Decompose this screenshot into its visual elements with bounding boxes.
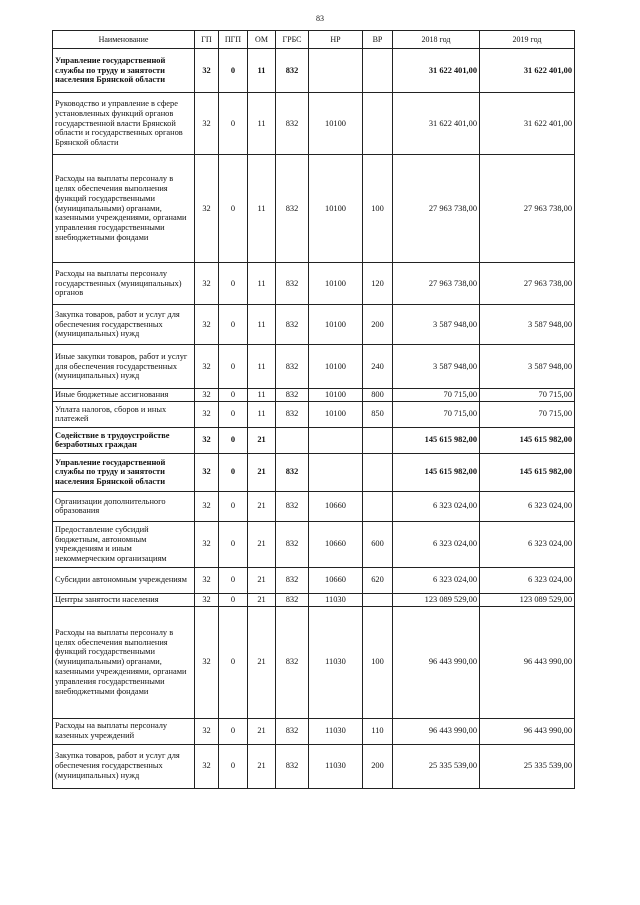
row-nr: 11030 — [309, 744, 363, 788]
row-pgp: 0 — [219, 93, 248, 155]
row-om: 21 — [248, 521, 276, 567]
row-gp: 32 — [195, 401, 219, 427]
row-pgp: 0 — [219, 305, 248, 345]
row-pgp: 0 — [219, 567, 248, 593]
row-vr — [363, 49, 393, 93]
row-gp: 32 — [195, 491, 219, 521]
row-nr — [309, 427, 363, 453]
row-om: 11 — [248, 401, 276, 427]
row-om: 21 — [248, 744, 276, 788]
row-2018: 6 323 024,00 — [393, 491, 480, 521]
row-om: 11 — [248, 345, 276, 389]
row-grbs: 832 — [276, 263, 309, 305]
row-gp: 32 — [195, 427, 219, 453]
row-om: 21 — [248, 567, 276, 593]
row-gp: 32 — [195, 345, 219, 389]
row-nr: 10660 — [309, 521, 363, 567]
row-vr: 100 — [363, 155, 393, 263]
row-pgp: 0 — [219, 427, 248, 453]
row-vr — [363, 453, 393, 491]
table-row — [53, 427, 575, 453]
row-vr: 620 — [363, 567, 393, 593]
row-gp: 32 — [195, 389, 219, 402]
header-om: ОМ — [248, 31, 276, 49]
row-nr: 10100 — [309, 93, 363, 155]
row-name: Организации дополнительного образования — [53, 491, 195, 521]
table-row — [53, 263, 575, 305]
row-name: Предоставление субсидий бюджетным, автономным учреждениям и иным некоммерческим организациям — [53, 521, 195, 567]
header-name: Наименование — [53, 31, 195, 49]
table-row — [53, 401, 575, 427]
row-2019: 6 323 024,00 — [480, 521, 575, 567]
row-om: 21 — [248, 427, 276, 453]
row-name: Содействие в трудоустройстве безработных граждан — [53, 427, 195, 453]
row-vr: 100 — [363, 606, 393, 718]
row-grbs: 832 — [276, 401, 309, 427]
row-2019: 145 615 982,00 — [480, 453, 575, 491]
header-2019: 2019 год — [480, 31, 575, 49]
row-pgp: 0 — [219, 401, 248, 427]
table-row — [53, 567, 575, 593]
row-2018: 145 615 982,00 — [393, 453, 480, 491]
row-name: Руководство и управление в сфере установленных функций органов государственной власти Брянской области и государственных органов Брянской области — [53, 93, 195, 155]
row-name: Расходы на выплаты персоналу казенных учреждений — [53, 718, 195, 744]
row-om: 11 — [248, 305, 276, 345]
row-2018: 31 622 401,00 — [393, 49, 480, 93]
table-row — [53, 593, 575, 606]
row-name: Управление государственной службы по труду и занятости населения Брянской области — [53, 49, 195, 93]
row-om: 11 — [248, 263, 276, 305]
row-om: 21 — [248, 606, 276, 718]
row-nr: 10100 — [309, 401, 363, 427]
row-grbs: 832 — [276, 593, 309, 606]
row-nr: 10100 — [309, 345, 363, 389]
table-row — [53, 453, 575, 491]
row-2019: 70 715,00 — [480, 389, 575, 402]
row-vr — [363, 427, 393, 453]
row-nr: 11030 — [309, 606, 363, 718]
row-2018: 96 443 990,00 — [393, 606, 480, 718]
row-grbs: 832 — [276, 453, 309, 491]
row-grbs: 832 — [276, 567, 309, 593]
row-grbs: 832 — [276, 744, 309, 788]
row-2018: 70 715,00 — [393, 389, 480, 402]
row-nr: 10100 — [309, 305, 363, 345]
row-nr: 10100 — [309, 155, 363, 263]
row-gp: 32 — [195, 593, 219, 606]
row-name: Иные закупки товаров, работ и услуг для обеспечения государственных (муниципальных) нужд — [53, 345, 195, 389]
row-name: Управление государственной службы по труду и занятости населения Брянской области — [53, 453, 195, 491]
header-row — [53, 31, 575, 49]
row-2018: 27 963 738,00 — [393, 263, 480, 305]
row-vr: 600 — [363, 521, 393, 567]
row-gp: 32 — [195, 744, 219, 788]
row-grbs: 832 — [276, 305, 309, 345]
table-row — [53, 491, 575, 521]
row-om: 11 — [248, 389, 276, 402]
row-2018: 6 323 024,00 — [393, 567, 480, 593]
row-vr: 120 — [363, 263, 393, 305]
table-row — [53, 744, 575, 788]
table-row — [53, 345, 575, 389]
row-2019: 145 615 982,00 — [480, 427, 575, 453]
row-om: 11 — [248, 49, 276, 93]
row-2019: 6 323 024,00 — [480, 567, 575, 593]
row-2018: 70 715,00 — [393, 401, 480, 427]
row-grbs: 832 — [276, 155, 309, 263]
row-gp: 32 — [195, 606, 219, 718]
row-pgp: 0 — [219, 389, 248, 402]
row-nr: 10660 — [309, 567, 363, 593]
row-name: Иные бюджетные ассигнования — [53, 389, 195, 402]
row-pgp: 0 — [219, 606, 248, 718]
row-grbs: 832 — [276, 345, 309, 389]
row-gp: 32 — [195, 567, 219, 593]
row-nr: 11030 — [309, 593, 363, 606]
table-row — [53, 93, 575, 155]
row-om: 11 — [248, 93, 276, 155]
row-gp: 32 — [195, 93, 219, 155]
row-2019: 3 587 948,00 — [480, 305, 575, 345]
row-name: Уплата налогов, сборов и иных платежей — [53, 401, 195, 427]
row-vr: 110 — [363, 718, 393, 744]
row-vr: 200 — [363, 744, 393, 788]
row-vr: 240 — [363, 345, 393, 389]
row-2019: 31 622 401,00 — [480, 49, 575, 93]
header-gp: ГП — [195, 31, 219, 49]
row-name: Расходы на выплаты персоналу государственных (муниципальных) органов — [53, 263, 195, 305]
row-grbs — [276, 427, 309, 453]
table-row — [53, 389, 575, 402]
row-om: 11 — [248, 155, 276, 263]
row-om: 21 — [248, 491, 276, 521]
row-vr: 850 — [363, 401, 393, 427]
row-gp: 32 — [195, 718, 219, 744]
row-pgp: 0 — [219, 491, 248, 521]
row-2018: 3 587 948,00 — [393, 305, 480, 345]
row-vr: 200 — [363, 305, 393, 345]
row-vr — [363, 93, 393, 155]
row-name: Закупка товаров, работ и услуг для обеспечения государственных (муниципальных) нужд — [53, 744, 195, 788]
table-row — [53, 606, 575, 718]
header-pgp: ПГП — [219, 31, 248, 49]
table-row — [53, 155, 575, 263]
row-2019: 27 963 738,00 — [480, 263, 575, 305]
row-2018: 25 335 539,00 — [393, 744, 480, 788]
row-2018: 31 622 401,00 — [393, 93, 480, 155]
row-2019: 27 963 738,00 — [480, 155, 575, 263]
row-gp: 32 — [195, 155, 219, 263]
header-vr: ВР — [363, 31, 393, 49]
row-nr: 10660 — [309, 491, 363, 521]
row-vr: 800 — [363, 389, 393, 402]
row-2019: 6 323 024,00 — [480, 491, 575, 521]
row-name: Расходы на выплаты персоналу в целях обеспечения выполнения функций государственными (муниципальными) органами, казенными учреждениями, органами управления государственными внебюджетными фондами — [53, 155, 195, 263]
row-pgp: 0 — [219, 593, 248, 606]
row-2018: 96 443 990,00 — [393, 718, 480, 744]
row-grbs: 832 — [276, 606, 309, 718]
row-name: Субсидии автономным учреждениям — [53, 567, 195, 593]
row-pgp: 0 — [219, 155, 248, 263]
row-om: 21 — [248, 718, 276, 744]
row-grbs: 832 — [276, 93, 309, 155]
row-name: Расходы на выплаты персоналу в целях обеспечения выполнения функций государственными (муниципальными) органами, казенными учреждениями, органами управления государственными внебюджетными фондами — [53, 606, 195, 718]
row-om: 21 — [248, 453, 276, 491]
row-2018: 145 615 982,00 — [393, 427, 480, 453]
header-nr: НР — [309, 31, 363, 49]
row-2019: 31 622 401,00 — [480, 93, 575, 155]
row-2019: 70 715,00 — [480, 401, 575, 427]
table-row — [53, 521, 575, 567]
row-nr — [309, 49, 363, 93]
row-2018: 3 587 948,00 — [393, 345, 480, 389]
row-name: Центры занятости населения — [53, 593, 195, 606]
row-2019: 96 443 990,00 — [480, 606, 575, 718]
row-gp: 32 — [195, 305, 219, 345]
row-vr — [363, 491, 393, 521]
row-pgp: 0 — [219, 263, 248, 305]
row-2019: 25 335 539,00 — [480, 744, 575, 788]
row-gp: 32 — [195, 453, 219, 491]
row-grbs: 832 — [276, 718, 309, 744]
row-2018: 27 963 738,00 — [393, 155, 480, 263]
row-grbs: 832 — [276, 521, 309, 567]
row-pgp: 0 — [219, 521, 248, 567]
table-row — [53, 718, 575, 744]
row-2019: 96 443 990,00 — [480, 718, 575, 744]
row-nr: 10100 — [309, 389, 363, 402]
row-nr: 11030 — [309, 718, 363, 744]
row-gp: 32 — [195, 49, 219, 93]
header-2018: 2018 год — [393, 31, 480, 49]
row-2019: 3 587 948,00 — [480, 345, 575, 389]
row-2018: 6 323 024,00 — [393, 521, 480, 567]
row-name: Закупка товаров, работ и услуг для обеспечения государственных (муниципальных) нужд — [53, 305, 195, 345]
row-om: 21 — [248, 593, 276, 606]
row-gp: 32 — [195, 521, 219, 567]
row-pgp: 0 — [219, 345, 248, 389]
table-row — [53, 305, 575, 345]
row-vr — [363, 593, 393, 606]
header-grbs: ГРБС — [276, 31, 309, 49]
page-number: 83 — [316, 14, 324, 23]
row-pgp: 0 — [219, 453, 248, 491]
row-pgp: 0 — [219, 718, 248, 744]
row-nr — [309, 453, 363, 491]
row-2018: 123 089 529,00 — [393, 593, 480, 606]
table-row — [53, 49, 575, 93]
row-grbs: 832 — [276, 491, 309, 521]
row-grbs: 832 — [276, 389, 309, 402]
row-gp: 32 — [195, 263, 219, 305]
row-nr: 10100 — [309, 263, 363, 305]
row-grbs: 832 — [276, 49, 309, 93]
row-pgp: 0 — [219, 744, 248, 788]
row-2019: 123 089 529,00 — [480, 593, 575, 606]
row-pgp: 0 — [219, 49, 248, 93]
budget-table — [52, 30, 575, 789]
